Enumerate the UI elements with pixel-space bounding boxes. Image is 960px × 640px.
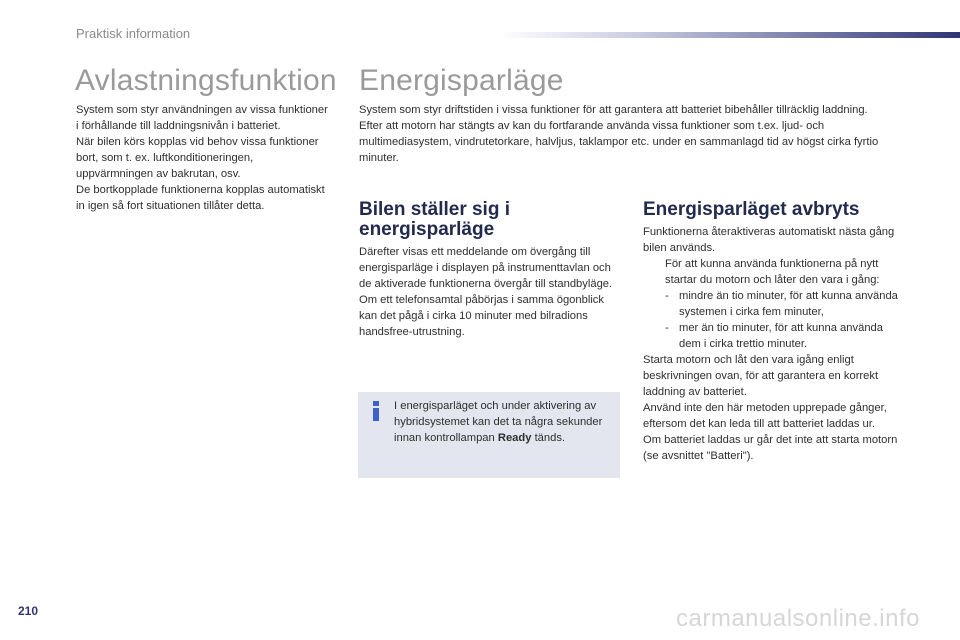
dash-marker: -	[665, 290, 669, 302]
sub1-title: Bilen ställer sig i energisparläge	[359, 199, 510, 240]
intro-paragraph: System som styr driftstiden i vissa funktioner för att garantera att batteriet bibehåller tillräcklig laddning.	[359, 104, 868, 116]
sub1-body	[359, 244, 621, 340]
dash-marker: -	[665, 322, 669, 334]
info-text	[394, 398, 610, 446]
sub2-title: Energisparläget avbryts	[643, 199, 860, 220]
avlastning-title: Avlastningsfunktion	[75, 64, 337, 97]
sub2-bullet	[643, 256, 905, 288]
sub2-paragraph: Funktionerna återaktiveras automatiskt nästa gång bilen används.	[643, 226, 895, 254]
sub2-dash-item	[643, 288, 905, 320]
bullet-text: För att kunna använda funktionerna på nytt startar du motorn och låter den vara i gång:	[665, 258, 880, 286]
dash-text: mindre än tio minuter, för att kunna använda systemen i cirka fem minuter,	[679, 290, 898, 318]
avlastning-paragraph: System som styr användningen av vissa funktioner i förhållande till laddningsnivån i batteriet.	[76, 104, 328, 132]
info-text-part: tänds.	[531, 432, 566, 444]
avlastning-body	[76, 102, 328, 214]
intro-paragraph: Efter att motorn har stängts av kan du fortfarande använda vissa funktioner som t.ex. ljud- och multimediasystem, vindrutetorkare, halvljus, taklampor etc. under en sammanlagd tid av högst cirka fyrtio minuter.	[359, 120, 879, 164]
energisparlage-title: Energisparläge	[359, 64, 564, 97]
info-text-part: I energisparläget och under aktivering av hybridsystemet kan det ta några sekunder innan kontrollampan	[394, 400, 603, 444]
avlastning-paragraph: De bortkopplade funktionerna kopplas automatiskt in igen så fort situationen tillåter detta.	[76, 184, 325, 212]
sub2-paragraph: Använd inte den här metoden upprepade gånger, eftersom det kan leda till att batteriet laddas ur.	[643, 402, 887, 430]
sub2-paragraph: Om batteriet laddas ur går det inte att starta motorn (se avsnittet "Batteri").	[643, 434, 898, 462]
info-icon	[368, 400, 384, 422]
avlastning-paragraph: När bilen körs kopplas vid behov vissa funktioner bort, som t. ex. luftkonditioneringen, uppvärmningen av bakrutan, osv.	[76, 136, 319, 180]
watermark: carmanualsonline.info	[676, 605, 920, 632]
ready-label: Ready	[497, 432, 532, 444]
info-box	[358, 392, 620, 478]
sub2-paragraph: Starta motorn och låt den vara igång enligt beskrivningen ovan, för att garantera en korrekt laddning av batteriet.	[643, 354, 879, 398]
section-title: Praktisk information	[76, 26, 191, 41]
energisparlage-intro	[359, 102, 909, 166]
sub2-dash-item	[643, 320, 905, 352]
sub1-paragraph: Därefter visas ett meddelande om övergång till energisparläge i displayen på instrumenttavlan och de aktiverade funktionerna övergår till standbyläge.	[359, 246, 613, 290]
dash-text: mer än tio minuter, för att kunna använda dem i cirka trettio minuter.	[679, 322, 883, 350]
header-gradient-bar	[500, 32, 960, 38]
sub2-body	[643, 224, 905, 464]
page-number: 210	[18, 604, 39, 618]
sub1-paragraph: Om ett telefonsamtal påbörjas i samma ögonblick kan det pågå i cirka 10 minuter med bilradions handsfree-utrustning.	[359, 294, 604, 338]
